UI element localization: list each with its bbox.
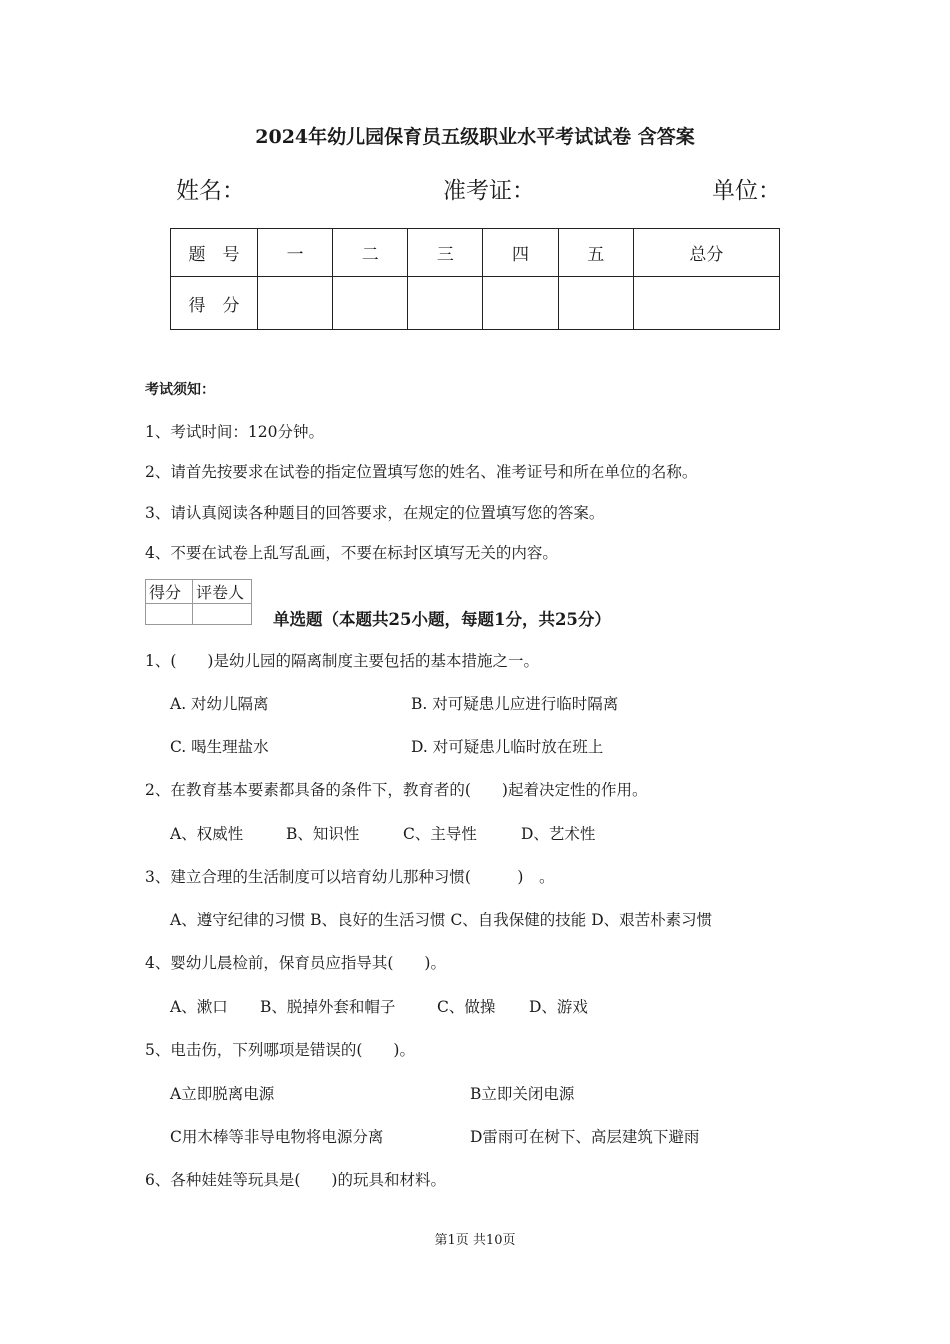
option-b[interactable]: B、脱掉外套和帽子: [260, 998, 396, 1016]
score-cell-4[interactable]: [483, 277, 558, 330]
option-d[interactable]: D、艺术性: [521, 825, 596, 843]
option-c[interactable]: C. 喝生理盐水: [170, 738, 269, 756]
score-cell-3[interactable]: [408, 277, 483, 330]
option-c[interactable]: C用木棒等非导电物将电源分离: [170, 1128, 384, 1146]
notice-heading: 考试须知：: [145, 382, 215, 398]
score-table-col-total: 总分: [633, 229, 779, 277]
question-text: 1、( )是幼儿园的隔离制度主要包括的基本措施之一。: [145, 652, 539, 670]
option-a[interactable]: A、权威性: [170, 825, 244, 843]
notice-item: 1、考试时间：120分钟。: [145, 423, 324, 441]
score-cell-total[interactable]: [633, 277, 779, 330]
grader-reviewer-label: 评卷人: [193, 580, 252, 604]
score-table-score-row: [171, 277, 780, 330]
score-table-col-5: 五: [558, 229, 633, 277]
notice-item: 3、请认真阅读各种题目的回答要求，在规定的位置填写您的答案。: [145, 504, 605, 522]
grader-reviewer-cell[interactable]: [193, 604, 252, 625]
section-title: 单选题（本题共25小题，每题1分，共25分）: [273, 610, 611, 629]
option-d[interactable]: D. 对可疑患儿临时放在班上: [411, 738, 604, 756]
options-line[interactable]: A、遵守纪律的习惯 B、良好的生活习惯 C、自我保健的技能 D、艰苦朴素习惯: [170, 911, 713, 929]
score-table-row-label: 得 分: [171, 277, 258, 330]
notice-item: 4、不要在试卷上乱写乱画，不要在标封区填写无关的内容。: [145, 544, 558, 562]
question-text: 3、建立合理的生活制度可以培育幼儿那种习惯( ) 。: [145, 868, 555, 886]
option-a[interactable]: A. 对幼儿隔离: [170, 695, 269, 713]
score-table-col-3: 三: [408, 229, 483, 277]
option-d[interactable]: D、游戏: [529, 998, 588, 1016]
score-table-col-2: 二: [333, 229, 408, 277]
score-table: [170, 228, 780, 330]
question-text: 2、在教育基本要素都具备的条件下，教育者的( )起着决定性的作用。: [145, 781, 648, 799]
score-table-header-row: [171, 229, 780, 277]
exam-title: 2024年幼儿园保育员五级职业水平考试试卷 含答案: [255, 126, 695, 148]
option-b[interactable]: B立即关闭电源: [470, 1085, 575, 1103]
option-b[interactable]: B、知识性: [286, 825, 360, 843]
option-d[interactable]: D雷雨可在树下、高层建筑下避雨: [470, 1128, 700, 1146]
exam-id-field-label: 准考证：: [443, 178, 535, 204]
option-b[interactable]: B. 对可疑患儿应进行临时隔离: [411, 695, 619, 713]
option-a[interactable]: A立即脱离电源: [170, 1085, 275, 1103]
score-table-col-1: 一: [258, 229, 333, 277]
option-c[interactable]: C、做操: [437, 998, 496, 1016]
name-field-label: 姓名：: [176, 178, 245, 204]
page-footer: 第1页 共10页: [434, 1233, 516, 1248]
option-c[interactable]: C、主导性: [403, 825, 477, 843]
grader-box: [145, 579, 252, 625]
question-text: 6、各种娃娃等玩具是( )的玩具和材料。: [145, 1171, 446, 1189]
score-cell-5[interactable]: [558, 277, 633, 330]
question-text: 4、婴幼儿晨检前，保育员应指导其( )。: [145, 954, 446, 972]
score-table-col-4: 四: [483, 229, 558, 277]
notice-item: 2、请首先按要求在试卷的指定位置填写您的姓名、准考证号和所在单位的名称。: [145, 463, 698, 481]
question-text: 5、电击伤，下列哪项是错误的( )。: [145, 1041, 415, 1059]
score-table-header-label: 题 号: [171, 229, 258, 277]
unit-field-label: 单位：: [712, 178, 781, 204]
score-cell-1[interactable]: [258, 277, 333, 330]
grader-score-cell[interactable]: [146, 604, 193, 625]
score-cell-2[interactable]: [333, 277, 408, 330]
option-a[interactable]: A、漱口: [170, 998, 228, 1016]
grader-score-label: 得分: [146, 580, 193, 604]
